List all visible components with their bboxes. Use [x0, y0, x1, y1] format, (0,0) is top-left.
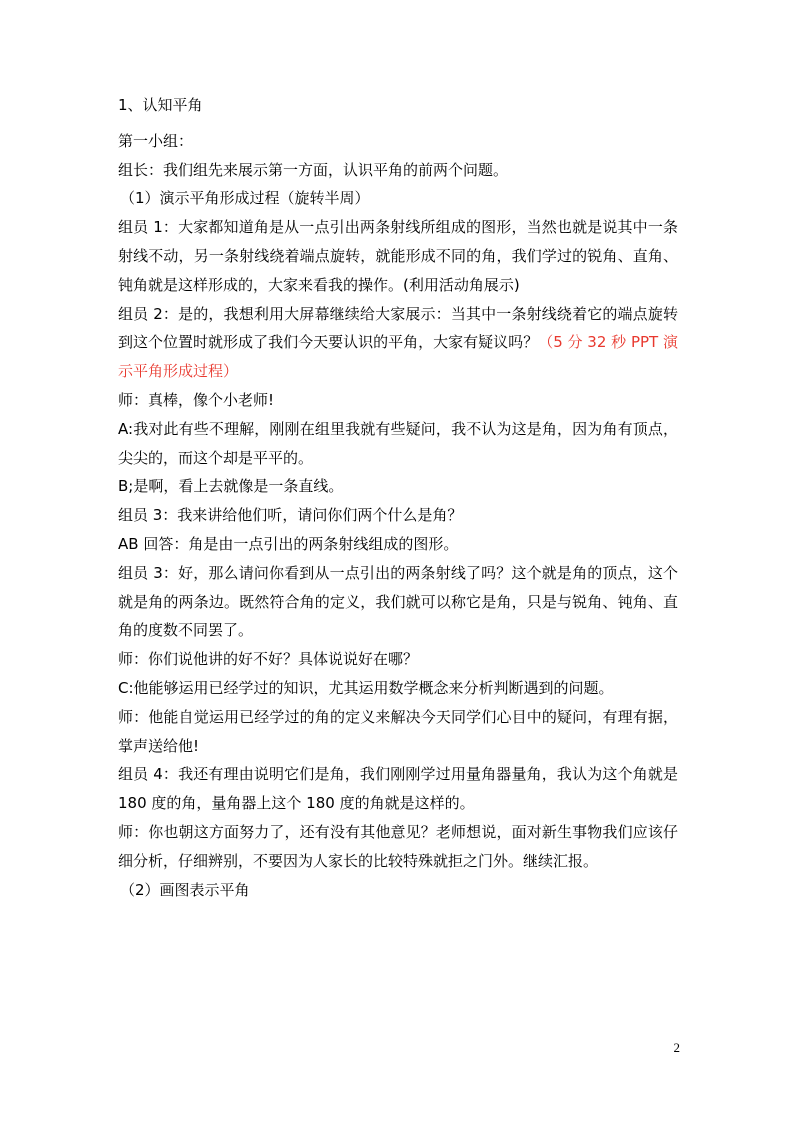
paragraph-teacher-summary: 师：他能自觉运用已经学过的角的定义来解决今天同学们心目中的疑问，有理有据，掌声送给他! — [118, 707, 678, 755]
paragraph-teacher-praise: 师：真棒，像个小老师! — [118, 390, 275, 409]
section-heading: 1、认知平角 — [118, 96, 203, 114]
paragraph-step-one: （1）演示平角形成过程（旋转半周） — [120, 189, 370, 208]
paragraph-student-a: A:我对此有些不理解，刚刚在组里我就有些疑问，我不认为这是角，因为角有顶点，尖尖的，而这个却是平平的。 — [118, 419, 678, 467]
paragraph-group-one: 第一小组： — [118, 131, 194, 150]
paragraph-step-two: （2）画图表示平角 — [120, 880, 250, 899]
paragraph-student-c: C:他能够运用已经学过的知识，尤其运用数学概念来分析判断遇到的问题。 — [118, 678, 614, 697]
paragraph-member-4: 组员 4：我还有理由说明它们是角，我们刚刚学过用量角器量角，我认为这个角就是 180 度的角，量角器上这个 180 度的角就是这样的。 — [118, 765, 678, 813]
member-2-text: 组员 2：是的，我想利用大屏幕继续给大家展示：当其中一条射线绕着它的端点旋转到这个位置时就形成了我们今天要认识的平角，大家有疑议吗？ — [118, 304, 678, 352]
page-number: 2 — [673, 1040, 680, 1055]
paragraph-leader: 组长：我们组先来展示第一方面，认识平角的前两个问题。 — [118, 160, 509, 179]
paragraph-teacher-ask: 师：你们说他讲的好不好？具体说说好在哪？ — [118, 650, 419, 669]
paragraph-ab-answer: AB 回答：角是由一点引出的两条射线组成的图形。 — [118, 534, 459, 553]
timing-annotation: （5 分 32 秒 PPT 演示平角形成过程） — [118, 333, 678, 381]
document-body — [118, 91, 678, 904]
paragraph-member-2 — [118, 300, 678, 386]
paragraph-member-3-explain: 组员 3：好，那么请问你看到从一点引出的两条射线了吗？这个就是角的顶点，这个就是角的两条边。既然符合角的定义，我们就可以称它是角，只是与锐角、钝角、直角的度数不同罢了。 — [118, 563, 678, 640]
paragraph-student-b: B;是啊，看上去就像是一条直线。 — [118, 477, 344, 496]
paragraph-member-3-question: 组员 3：我来讲给他们听，请问你们两个什么是角？ — [118, 506, 463, 525]
paragraph-member-1: 组员 1：大家都知道角是从一点引出两条射线所组成的图形，当然也就是说其中一条射线不动，另一条射线绕着端点旋转，就能形成不同的角，我们学过的锐角、直角、钝角就是这样形成的，大家来看我的操作。(利用活动角展示) — [118, 218, 678, 294]
paragraph-teacher-closing: 师：你也朝这方面努力了，还有没有其他意见？老师想说，面对新生事物我们应该仔细分析，仔细辨别，不要因为人家长的比较特殊就拒之门外。继续汇报。 — [118, 822, 678, 870]
